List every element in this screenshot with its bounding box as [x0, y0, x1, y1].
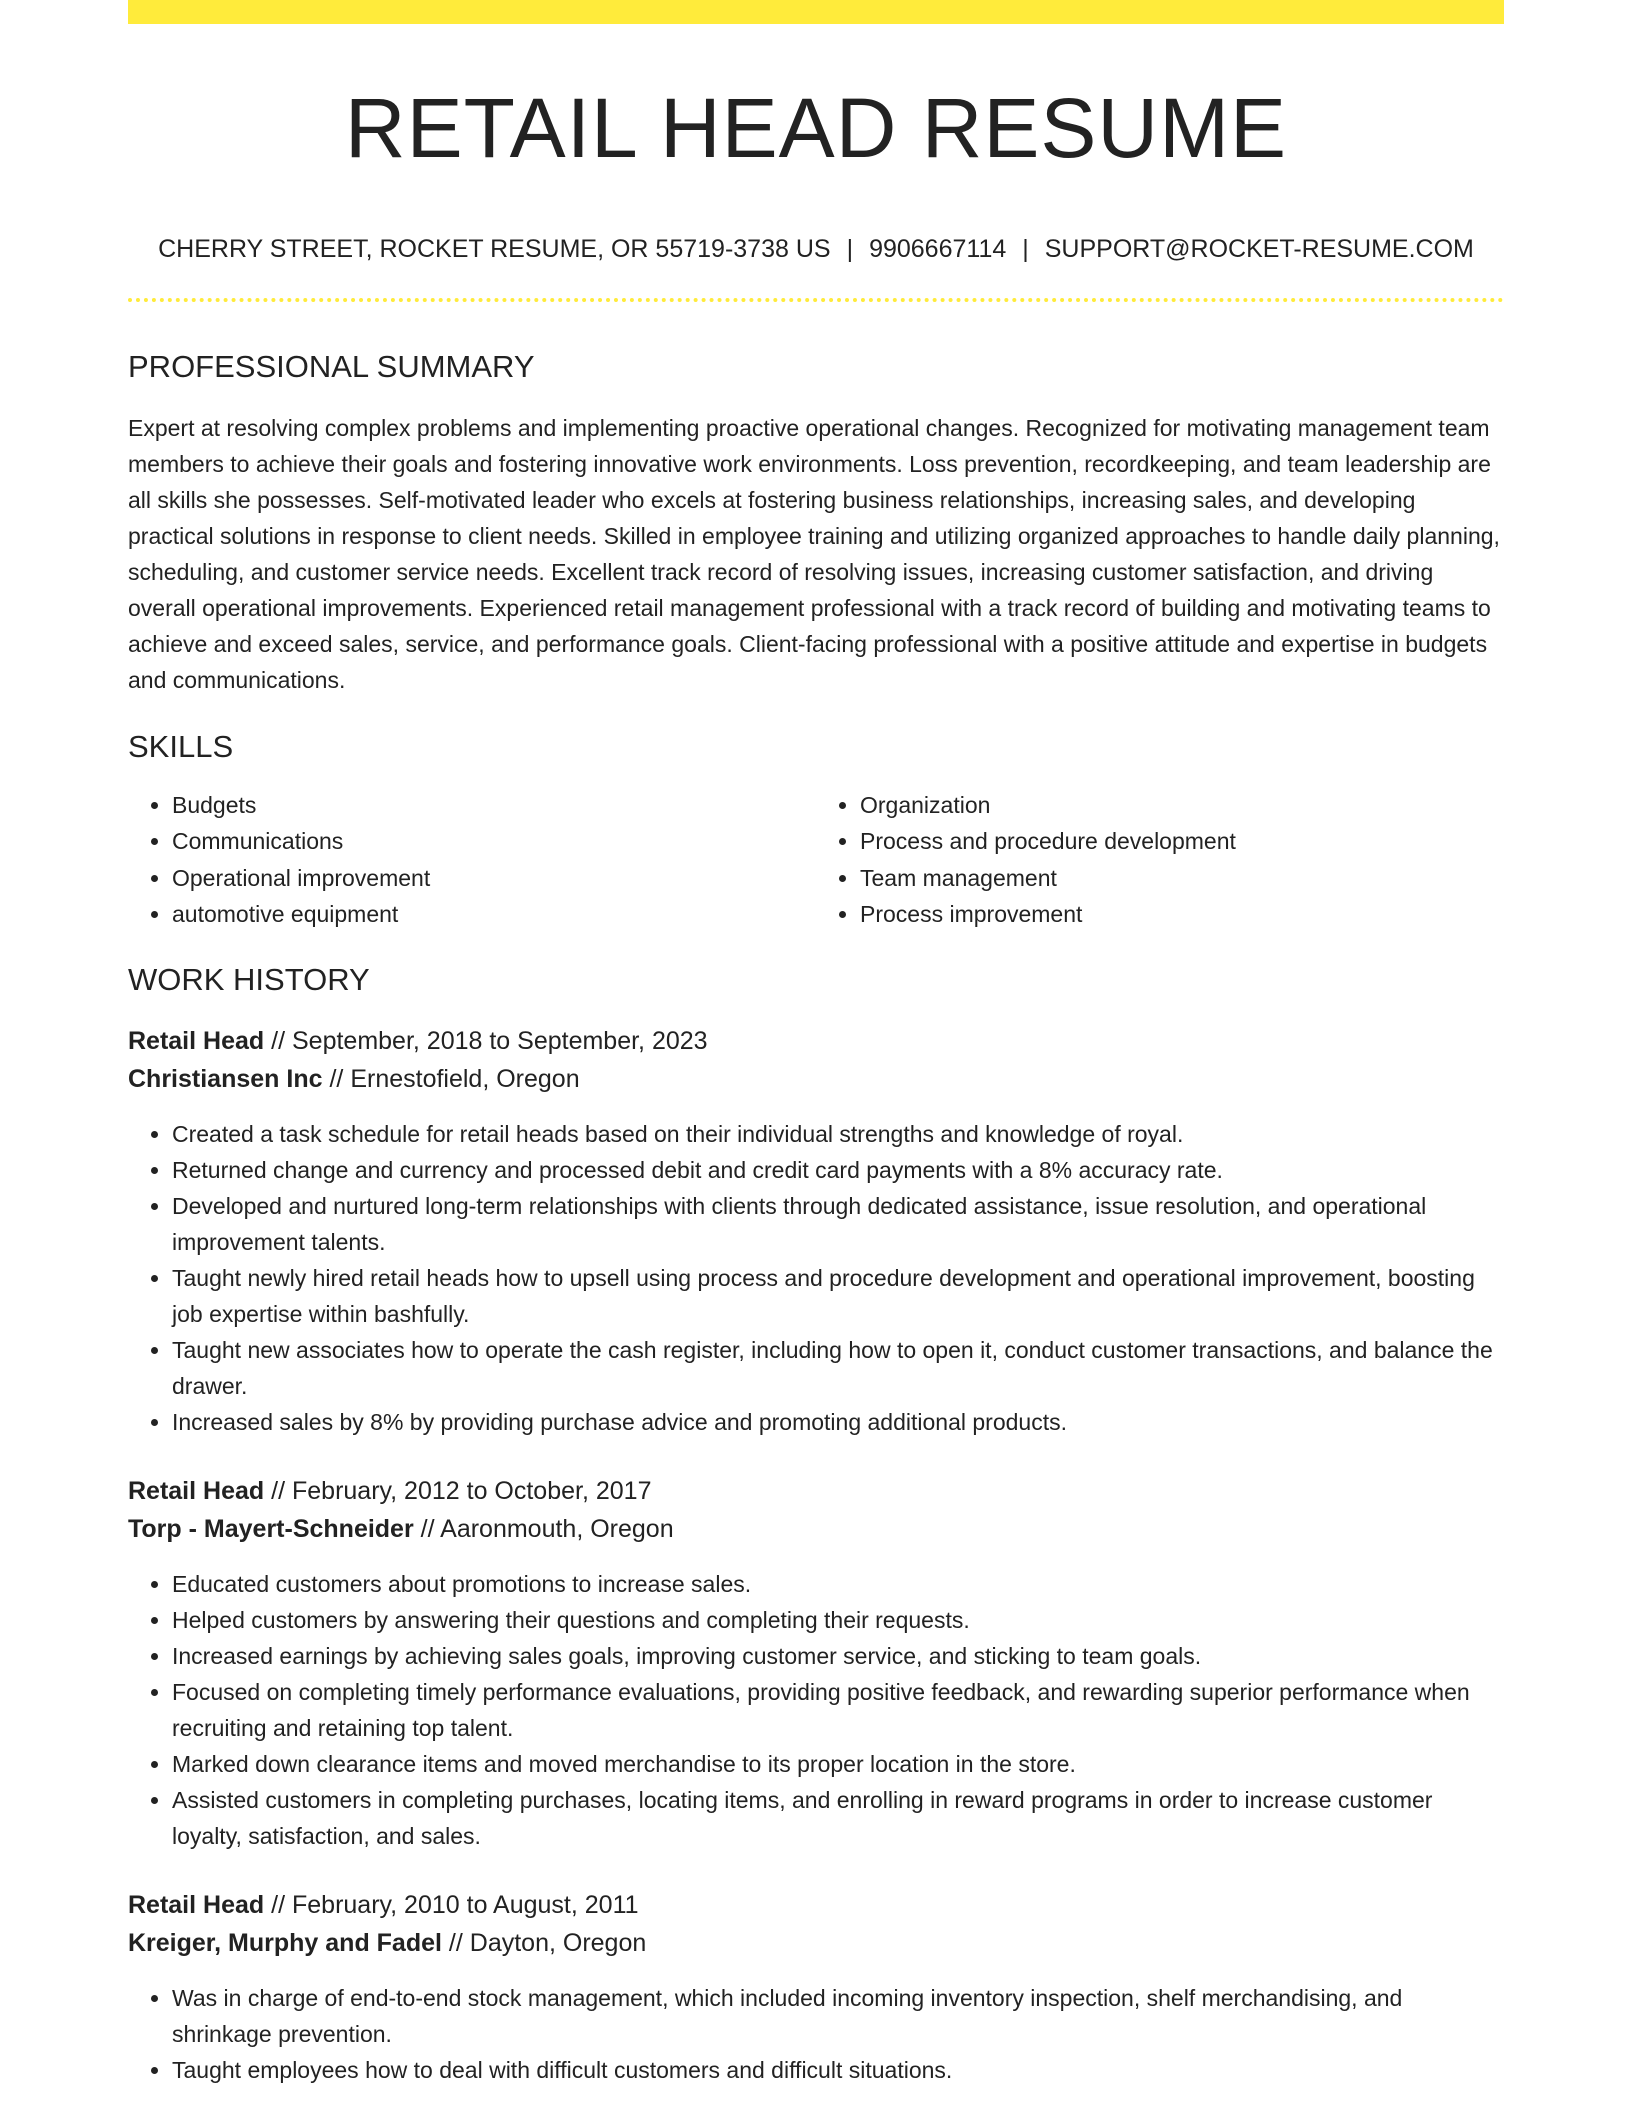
- job-company: Torp - Mayert-Schneider: [128, 1514, 414, 1543]
- job-dates: February, 2010 to August, 2011: [291, 1890, 639, 1919]
- job-duties-list: [128, 1566, 1504, 1854]
- field-separator: //: [420, 1514, 435, 1543]
- job-company: Kreiger, Murphy and Fadel: [128, 1928, 442, 1957]
- duty-item: • Taught newly hired retail heads how to upsell using process and procedure development and operational improvement, boosting job expertise within bashfully.: [172, 1260, 1504, 1332]
- skills-column-left: [128, 787, 816, 933]
- contact-separator: |: [1022, 235, 1029, 264]
- job-company: Christiansen Inc: [128, 1064, 323, 1093]
- duty-item: • Created a task schedule for retail heads based on their individual strengths and knowledge of royal.: [172, 1116, 1504, 1152]
- contact-address: CHERRY STREET, ROCKET RESUME, OR 55719-3738 US: [158, 235, 831, 264]
- contact-separator: |: [846, 235, 854, 264]
- job-entry: [128, 1886, 1504, 2088]
- job-company-line: [128, 1510, 1504, 1548]
- skill-item: • Organization: [860, 787, 1504, 824]
- skill-item: • Process improvement: [860, 896, 1504, 933]
- job-duties-list: [128, 1980, 1504, 2088]
- resume-page: [128, 0, 1504, 2088]
- skills-heading: SKILLS: [128, 728, 234, 764]
- duty-item: • Returned change and currency and processed debit and credit card payments with a 8% accuracy rate.: [172, 1152, 1504, 1188]
- dotted-divider: [128, 298, 1504, 302]
- duty-item: • Taught employees how to deal with difficult customers and difficult situations.: [172, 2052, 1504, 2088]
- skill-item: • Team management: [860, 860, 1504, 897]
- top-accent-bar: [128, 0, 1504, 24]
- field-separator: //: [448, 1928, 463, 1957]
- job-location: Ernestofield, Oregon: [350, 1064, 580, 1093]
- duty-item: • Assisted customers in completing purchases, locating items, and enrolling in reward programs in order to increase customer loyalty, satisfaction, and sales.: [172, 1782, 1504, 1854]
- contact-line: [128, 234, 1504, 264]
- job-location: Dayton, Oregon: [469, 1928, 647, 1957]
- work-history-heading: WORK HISTORY: [128, 961, 370, 997]
- skills-grid: [128, 787, 1504, 933]
- job-duties-list: [128, 1116, 1504, 1440]
- duty-item: • Focused on completing timely performance evaluations, providing positive feedback, and rewarding superior performance when recruiting and retaining top talent.: [172, 1674, 1504, 1746]
- duty-item: • Taught new associates how to operate the cash register, including how to open it, conduct customer transactions, and balance the drawer.: [172, 1332, 1504, 1404]
- duty-item: • Educated customers about promotions to increase sales.: [172, 1566, 1504, 1602]
- job-entry: [128, 1022, 1504, 1440]
- summary-text: Expert at resolving complex problems and implementing proactive operational changes. Recognized for motivating management team members to achieve their goals and fostering innovative work environments. Loss prevention, recordkeeping, and team leadership are all skills she possesses. Self-motivated leader who excels at fostering business relationships, increasing sales, and developing practical solutions in response to client needs. Skilled in employee training and utilizing organized approaches to handle daily planning, scheduling, and customer service needs. Excellent track record of resolving issues, increasing customer satisfaction, and driving overall operational improvements. Experienced retail management professional with a track record of building and motivating teams to achieve and exceed sales, service, and performance goals. Client-facing professional with a positive attitude and expertise in budgets and communications.: [128, 414, 1500, 693]
- skill-item: • Operational improvement: [172, 860, 816, 897]
- job-role: Retail Head: [128, 1026, 265, 1055]
- field-separator: //: [329, 1064, 344, 1093]
- job-role: Retail Head: [128, 1890, 265, 1919]
- job-role-line: [128, 1022, 1504, 1060]
- job-role-line: [128, 1886, 1504, 1924]
- skill-item: • Budgets: [172, 787, 816, 824]
- job-dates: February, 2012 to October, 2017: [291, 1476, 652, 1505]
- field-separator: //: [271, 1890, 286, 1919]
- job-role-line: [128, 1472, 1504, 1510]
- job-company-line: [128, 1060, 1504, 1098]
- field-separator: //: [271, 1476, 286, 1505]
- duty-item: • Helped customers by answering their questions and completing their requests.: [172, 1602, 1504, 1638]
- duty-item: • Developed and nurtured long-term relationships with clients through dedicated assistance, issue resolution, and operational improvement talents.: [172, 1188, 1504, 1260]
- field-separator: //: [271, 1026, 286, 1055]
- resume-title: RETAIL HEAD RESUME: [344, 81, 1288, 175]
- job-role: Retail Head: [128, 1476, 265, 1505]
- skill-item: • automotive equipment: [172, 896, 816, 933]
- job-location: Aaronmouth, Oregon: [440, 1514, 674, 1543]
- duty-item: • Marked down clearance items and moved merchandise to its proper location in the store.: [172, 1746, 1504, 1782]
- duty-item: • Increased sales by 8% by providing purchase advice and promoting additional products.: [172, 1404, 1504, 1440]
- job-entry: [128, 1472, 1504, 1854]
- duty-item: • Increased earnings by achieving sales goals, improving customer service, and sticking to team goals.: [172, 1638, 1504, 1674]
- skills-column-right: [816, 787, 1504, 933]
- skill-item: • Communications: [172, 823, 816, 860]
- duty-item: • Was in charge of end-to-end stock management, which included incoming inventory inspection, shelf merchandising, and shrinkage prevention.: [172, 1980, 1504, 2052]
- contact-phone: 9906667114: [869, 235, 1007, 264]
- job-company-line: [128, 1924, 1504, 1962]
- summary-heading: PROFESSIONAL SUMMARY: [128, 349, 535, 385]
- contact-email: SUPPORT@ROCKET-RESUME.COM: [1044, 235, 1474, 264]
- job-dates: September, 2018 to September, 2023: [291, 1026, 708, 1055]
- skill-item: • Process and procedure development: [860, 823, 1504, 860]
